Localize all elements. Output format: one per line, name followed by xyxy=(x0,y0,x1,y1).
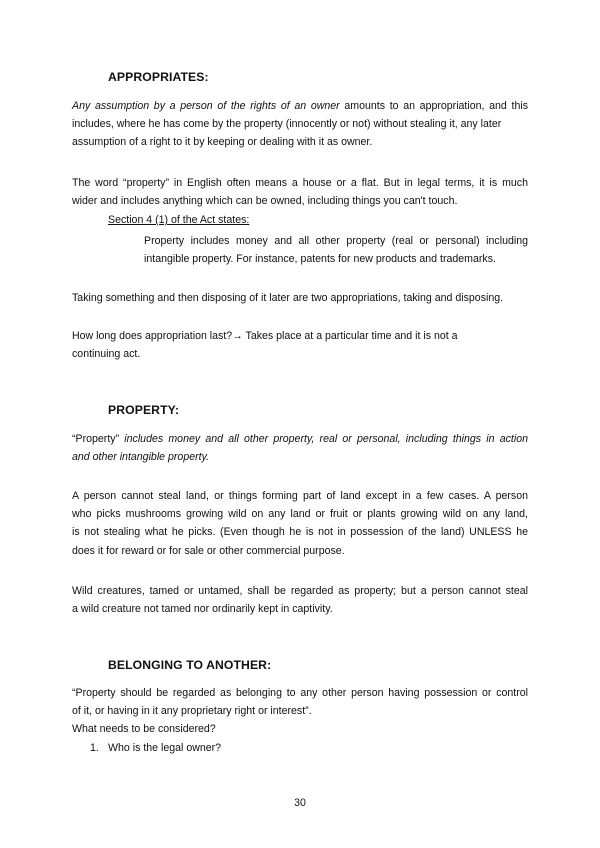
appropriates-p3-line-1: Taking something and then disposing of it later are two appropriations, taking and disposing. xyxy=(72,292,504,304)
section-quote xyxy=(144,232,528,268)
property-p2-line-2: who picks mushrooms growing wild on any land or fruit or plants growing wild on any land, xyxy=(72,508,528,521)
appropriates-p2-line-2: wider and includes anything which can be owned, including things you can't touch. xyxy=(72,195,458,208)
appropriates-p1-line-2: includes, where he has come by the property (innocently or not) without stealing it, any later xyxy=(72,118,502,131)
appropriates-p4-line-1: How long does appropriation last?→ Takes place at a particular time and it is not a xyxy=(72,330,458,342)
property-p1-italic-1: includes money and all other property, real or personal, including things in action xyxy=(119,433,528,445)
list-item-text: Who is the legal owner? xyxy=(108,742,222,754)
appropriates-paragraph-3 xyxy=(72,289,528,307)
appropriates-paragraph-1 xyxy=(72,97,528,152)
heading-appropriates: APPROPRIATES: xyxy=(108,70,209,84)
property-p2-line-3: is not stealing what he picks. (Even though he is not in possession of the land) UNLESS he xyxy=(72,526,528,539)
belonging-p1-line-2: of it, or having in it any proprietary right or interest”. xyxy=(72,705,312,718)
appropriates-paragraph-2 xyxy=(72,174,528,210)
section-quote-line-1: Property includes money and all other property (real or personal) including xyxy=(144,235,528,247)
property-paragraph-1 xyxy=(72,430,528,466)
property-p2-line-4: does it for reward or for sale or other commercial purpose. xyxy=(72,544,345,557)
considerations-list xyxy=(90,739,221,757)
property-p3-line-2: a wild creature not tamed nor ordinarily kept in captivity. xyxy=(72,603,333,616)
heading-property: PROPERTY: xyxy=(108,403,180,417)
property-paragraph-3 xyxy=(72,582,528,618)
belonging-paragraph-1 xyxy=(72,684,528,739)
list-item xyxy=(90,739,221,757)
property-p1-quote: “Property” xyxy=(72,433,120,445)
property-p3-line-1: Wild creatures, tamed or untamed, shall be regarded as property; but a person cannot steal xyxy=(72,585,528,597)
property-p1-line-1 xyxy=(72,430,528,448)
section-quote-line-2: intangible property. For instance, patents for new products and trademarks. xyxy=(144,253,496,266)
section-reference: Section 4 (1) of the Act states: xyxy=(108,214,250,226)
belonging-p2-line-1: What needs to be considered? xyxy=(72,723,216,736)
page-number: 30 xyxy=(294,797,306,809)
appropriates-p1-line-3: assumption of a right to it by keeping or dealing with it as owner. xyxy=(72,136,373,149)
appropriates-paragraph-4 xyxy=(72,327,528,363)
appropriates-p2-line-1: The word “property” in English often means a house or a flat. But in legal terms, it is much xyxy=(72,177,528,189)
appropriates-p1-line-1-rest: amounts to an appropriation, and this xyxy=(339,100,528,112)
appropriates-p1-italic: Any assumption by a person of the rights of an owner xyxy=(72,100,340,112)
appropriates-p4-line-2: continuing act. xyxy=(72,348,141,361)
property-paragraph-2 xyxy=(72,487,528,560)
property-p2-line-1: A person cannot steal land, or things forming part of land except in a few cases. A person xyxy=(72,490,528,502)
property-p1-line-2: and other intangible property. xyxy=(72,451,210,464)
appropriates-p1-line-1 xyxy=(72,97,528,115)
belonging-p1-line-1: “Property should be regarded as belonging to any other person having possession or control xyxy=(72,687,528,699)
heading-belonging-to-another: BELONGING TO ANOTHER: xyxy=(108,658,272,672)
list-item-number: 1. xyxy=(90,742,99,754)
